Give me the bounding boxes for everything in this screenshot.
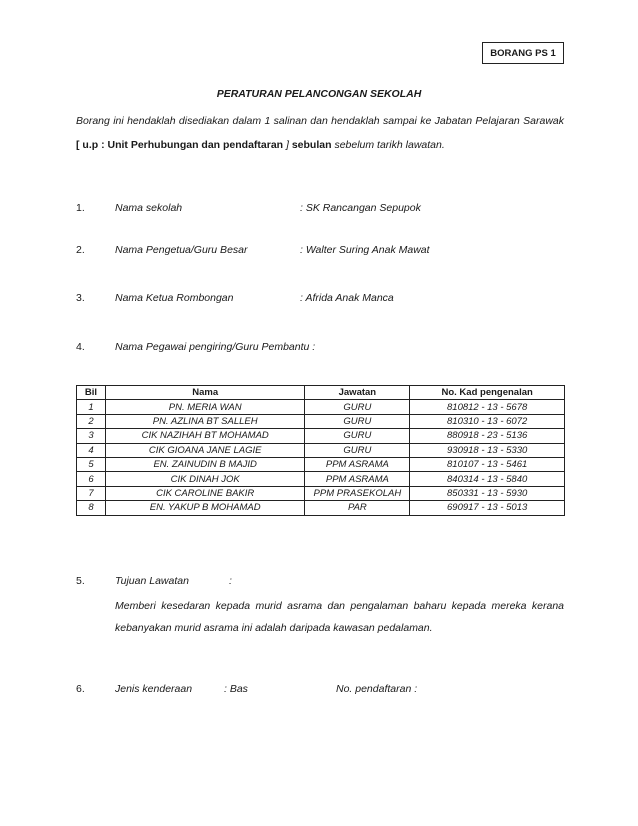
cell-nama: CIK DINAH JOK [105, 472, 305, 486]
item-2-value: : Walter Suring Anak Mawat [300, 244, 430, 256]
item-6-registration-label: No. pendaftaran : [336, 683, 418, 695]
item-6-label: Jenis kenderaan [115, 683, 193, 695]
table-header-row [77, 386, 565, 400]
item-5-number: 5. [76, 575, 85, 587]
header-jawatan: Jawatan [305, 386, 410, 400]
cell-jawatan: GURU [305, 429, 410, 443]
cell-ic: 880918 - 23 - 5136 [410, 429, 565, 443]
table-row [77, 486, 565, 500]
cell-bil: 5 [77, 457, 106, 471]
page-title: PERATURAN PELANCONGAN SEKOLAH [216, 88, 422, 100]
item-5-description: Memberi kesedaran kepada murid asrama dan pengalaman baharu kepada mereka kerana kebanyakan murid asrama ini adalah daripada kawasan pedalaman. [115, 600, 564, 634]
cell-jawatan: GURU [305, 400, 410, 414]
table-row [77, 472, 565, 486]
cell-nama: EN. YAKUP B MOHAMAD [105, 501, 305, 515]
item-4-number: 4. [76, 341, 85, 353]
table-row [77, 443, 565, 457]
item-5-colon: : [229, 575, 232, 587]
header-nama: Nama [105, 386, 305, 400]
cell-ic: 930918 - 13 - 5330 [410, 443, 565, 457]
cell-bil: 3 [77, 429, 106, 443]
cell-ic: 840314 - 13 - 5840 [410, 472, 565, 486]
intro-bold-2: sebulan [291, 139, 332, 151]
table-row [77, 457, 565, 471]
cell-bil: 4 [77, 443, 106, 457]
cell-jawatan: GURU [305, 414, 410, 428]
header-ic: No. Kad pengenalan [410, 386, 565, 400]
item-5-label: Tujuan Lawatan [115, 575, 189, 587]
cell-jawatan: PAR [305, 501, 410, 515]
cell-bil: 1 [77, 400, 106, 414]
item-2-label: Nama Pengetua/Guru Besar [115, 244, 248, 256]
table-row [77, 501, 565, 515]
item-1-number: 1. [76, 202, 85, 214]
cell-bil: 8 [77, 501, 106, 515]
item-2-number: 2. [76, 244, 85, 256]
intro-text-2: ] [286, 139, 292, 151]
cell-ic: 810310 - 13 - 6072 [410, 414, 565, 428]
intro-bold-1: [ u.p : Unit Perhubungan dan pendaftaran [76, 139, 286, 151]
cell-bil: 7 [77, 486, 106, 500]
table-row [77, 400, 565, 414]
cell-ic: 810107 - 13 - 5461 [410, 457, 565, 471]
cell-nama: CIK NAZIHAH BT MOHAMAD [105, 429, 305, 443]
cell-nama: PN. MERIA WAN [105, 400, 305, 414]
intro-paragraph [76, 109, 564, 157]
item-3-label: Nama Ketua Rombongan [115, 292, 234, 304]
header-bil: Bil [77, 386, 106, 400]
item-4-label: Nama Pegawai pengiring/Guru Pembantu : [115, 341, 316, 353]
item-3-value: : Afrida Anak Manca [300, 292, 394, 304]
intro-text-1: Borang ini hendaklah disediakan dalam 1 salinan dan hendaklah sampai ke Jabatan Pelajaran Sarawak [76, 115, 564, 127]
table-row [77, 414, 565, 428]
cell-nama: CIK CAROLINE BAKIR [105, 486, 305, 500]
cell-jawatan: PPM ASRAMA [305, 457, 410, 471]
item-1-label: Nama sekolah [115, 202, 183, 214]
cell-nama: PN. AZLINA BT SALLEH [105, 414, 305, 428]
escort-table [76, 385, 565, 516]
item-6-value: : Bas [224, 683, 248, 695]
cell-ic: 810812 - 13 - 5678 [410, 400, 565, 414]
cell-jawatan: PPM ASRAMA [305, 472, 410, 486]
cell-jawatan: GURU [305, 443, 410, 457]
form-code-badge [482, 42, 564, 64]
cell-nama: CIK GIOANA JANE LAGIE [105, 443, 305, 457]
cell-nama: EN. ZAINUDIN B MAJID [105, 457, 305, 471]
cell-bil: 6 [77, 472, 106, 486]
cell-ic: 850331 - 13 - 5930 [410, 486, 565, 500]
item-3-number: 3. [76, 292, 85, 304]
intro-text-3: sebelum tarikh lawatan. [331, 139, 445, 151]
cell-ic: 690917 - 13 - 5013 [410, 501, 565, 515]
item-1-value: : SK Rancangan Sepupok [300, 202, 421, 214]
cell-jawatan: PPM PRASEKOLAH [305, 486, 410, 500]
form-code: BORANG PS 1 [490, 47, 556, 59]
item-6-number: 6. [76, 683, 85, 695]
table-row [77, 429, 565, 443]
cell-bil: 2 [77, 414, 106, 428]
